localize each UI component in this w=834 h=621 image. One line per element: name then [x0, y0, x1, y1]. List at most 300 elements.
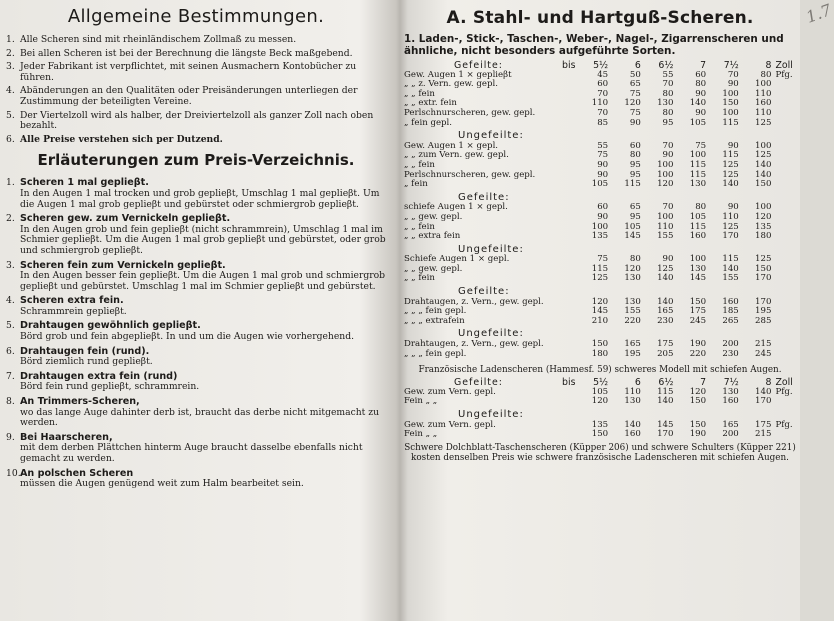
price-cell: 160: [689, 231, 707, 242]
price-unit: [771, 223, 796, 233]
price-cell: 190: [689, 429, 707, 440]
item-name: „ „ fein: [404, 273, 435, 284]
group-label: [404, 407, 796, 421]
price-cell: 95: [629, 169, 641, 180]
price-cell: 130: [624, 273, 641, 284]
size-column-header: 5½: [593, 377, 609, 389]
price-unit: [771, 307, 796, 317]
handwritten-stamp: 1.7: [803, 0, 834, 27]
price-cell: 140: [657, 273, 674, 284]
explanation-title: Drahtaugen gewöhnlich geplieβt.: [20, 320, 201, 332]
price-cell: 155: [722, 273, 739, 284]
price-cell: 150: [689, 396, 707, 407]
explanation-number: 1.: [6, 177, 15, 189]
explanation-number: 8.: [6, 396, 15, 408]
item-name: „ „ zum Vern. gew. gepl.: [404, 150, 509, 161]
explanation-number: 3.: [6, 259, 15, 271]
price-row: [404, 350, 796, 360]
explanation-body: [20, 372, 199, 393]
item-name: „ „ „ extrafein: [404, 315, 465, 326]
price-cell: 100: [689, 254, 707, 265]
header-group-label: Gefeilte:: [454, 377, 503, 389]
right-page: [398, 0, 834, 621]
price-cell: 125: [591, 273, 609, 284]
price-unit: Pfg.: [775, 419, 793, 430]
price-cell: 130: [689, 179, 707, 190]
price-unit: [771, 397, 796, 407]
price-unit: [771, 430, 796, 440]
price-cell: 90: [662, 150, 674, 161]
price-cell: 100: [657, 211, 674, 222]
price-cell: 160: [722, 396, 739, 407]
rule-text: Alle Preise verstehen sich per Dutzend.: [20, 133, 223, 145]
price-cell: 50: [629, 69, 641, 80]
explanation-text: Schrammrein geplieβt.: [20, 305, 127, 317]
explanation-title: Scheren 1 mal geplieβt.: [20, 177, 149, 189]
price-unit: [771, 99, 796, 109]
price-cell: 70: [727, 69, 739, 80]
group-label: [404, 326, 796, 340]
group-label-row: [404, 190, 796, 204]
price-unit: [771, 161, 796, 171]
size-column-header: 6½: [658, 377, 674, 389]
price-unit: [771, 203, 796, 213]
header-group-label: Gefeilte:: [454, 60, 503, 71]
price-cell: 100: [722, 107, 739, 118]
price-cell: 125: [722, 221, 739, 232]
price-cell: 90: [727, 140, 739, 151]
french-price-table: [404, 378, 796, 440]
price-cell: 45: [597, 69, 609, 80]
group-label-row: [404, 242, 796, 256]
price-unit: [771, 151, 796, 161]
size-column-header: 6: [634, 60, 641, 71]
price-cell: 140: [657, 296, 674, 307]
price-cell: 215: [755, 429, 772, 440]
price-cell: 175: [689, 306, 707, 317]
price-row: [404, 397, 796, 407]
general-rule: [6, 49, 386, 60]
size-column-header: 7: [700, 377, 707, 389]
item-name: „ „ gew. gepl.: [404, 263, 463, 274]
price-unit: [771, 90, 796, 100]
price-cell: 145: [624, 231, 641, 242]
item-name: „ „ gew. gepl.: [404, 211, 463, 222]
price-cell: 70: [597, 107, 609, 118]
explanation-text: In den Augen 1 mal trocken und grob geplieβt, Umschlag 1 mal geplieβt. Um die Augen 1 mal grob geplieβt und gebürstet oder schmiergrob geplieβt.: [20, 187, 380, 210]
price-cell: 140: [624, 419, 641, 430]
price-cell: 150: [591, 429, 609, 440]
size-column-header: 7: [700, 60, 707, 71]
price-cell: 115: [722, 150, 739, 161]
item-name: „ „ „ fein gepl.: [404, 348, 467, 359]
group-label: [404, 190, 796, 204]
price-cell: 170: [755, 273, 772, 284]
explanation-item: [6, 469, 386, 490]
item-name: Schiefe Augen 1 × gepl.: [404, 254, 510, 265]
price-cell: 200: [722, 429, 739, 440]
price-cell: 75: [597, 150, 609, 161]
price-cell: 195: [755, 306, 772, 317]
explanation-number: 7.: [6, 370, 15, 382]
price-cell: 105: [689, 211, 707, 222]
explanation-text: wo das lange Auge dahinter derb ist, braucht das derbe nicht mitgemacht zu werden.: [20, 406, 380, 429]
price-cell: 135: [755, 221, 772, 232]
explanation-body: [20, 296, 127, 317]
price-cell: 285: [755, 315, 772, 326]
price-cell: 90: [629, 117, 641, 128]
price-unit: [771, 171, 796, 181]
price-unit: [771, 232, 796, 242]
price-cell: 130: [722, 386, 739, 397]
price-cell: 90: [597, 169, 609, 180]
general-rule: [6, 111, 386, 132]
price-cell: 145: [689, 273, 707, 284]
price-cell: 130: [624, 396, 641, 407]
explanation-body: [20, 261, 386, 293]
price-cell: 120: [591, 296, 609, 307]
group-label-row: [404, 284, 796, 298]
price-cell: 200: [722, 339, 739, 350]
price-unit: [771, 317, 796, 327]
explanation-item: [6, 372, 386, 393]
group-label: [404, 242, 796, 256]
price-cell: 70: [597, 88, 609, 99]
price-cell: 140: [755, 159, 772, 170]
item-name: „ „ extr. fein: [404, 98, 457, 109]
price-cell: 80: [695, 79, 707, 90]
group-label-text: Gefeilte:: [458, 286, 510, 298]
rule-number: 2.: [6, 47, 15, 59]
explanation-number: 10.: [6, 467, 21, 479]
price-cell: 170: [755, 396, 772, 407]
explanation-body: [20, 178, 386, 210]
explanation-item: [6, 397, 386, 429]
price-cell: 230: [657, 315, 674, 326]
price-cell: 120: [657, 179, 674, 190]
explanation-text: müssen die Augen genügend weit zum Halm bearbeitet sein.: [20, 478, 304, 490]
group-label-row: [404, 128, 796, 142]
price-cell: 135: [591, 231, 609, 242]
price-cell: 100: [755, 202, 772, 213]
explanation-item: [6, 261, 386, 293]
price-cell: 105: [591, 179, 609, 190]
price-cell: 115: [624, 179, 641, 190]
item-name: Fein „ „: [404, 429, 438, 440]
price-cell: 150: [755, 263, 772, 274]
explanation-item: [6, 321, 386, 342]
price-unit: Pfg.: [775, 386, 793, 397]
item-name: „ „ „ fein gepl.: [404, 306, 467, 317]
rule-number: 3.: [6, 61, 15, 73]
group-label-text: Ungefeilte:: [458, 409, 524, 420]
price-cell: 80: [662, 107, 674, 118]
explanations-heading: Erläuterungen zum Preis-Verzeichnis.: [37, 151, 355, 170]
explanation-item: [6, 347, 386, 368]
item-name: Gew. Augen 1 × geplieβt: [404, 69, 512, 80]
price-unit: [771, 274, 796, 284]
price-cell: 180: [755, 231, 772, 242]
price-cell: 130: [657, 98, 674, 109]
group-label: [404, 128, 796, 142]
item-name: schiefe Augen 1 × gepl.: [404, 202, 508, 213]
header-bis: bis: [562, 377, 576, 389]
price-cell: 110: [657, 221, 674, 232]
explanation-body: [20, 397, 386, 429]
price-cell: 165: [657, 306, 674, 317]
price-unit: [771, 298, 796, 308]
general-rule: [6, 86, 386, 107]
explanation-title: Scheren extra fein.: [20, 295, 124, 307]
explanation-number: 4.: [6, 295, 15, 307]
explanation-number: 2.: [6, 213, 15, 225]
price-cell: 160: [624, 429, 641, 440]
item-name: Drahtaugen, z. Vern., gew. gepl.: [404, 339, 544, 350]
price-cell: 105: [689, 117, 707, 128]
rule-number: 5.: [6, 109, 15, 121]
explanation-text: In den Augen grob und fein geplieβt (nicht schrammrein), Umschlag 1 mal im Schmier geplieβt. Um die Augen 1 mal grob geplieβt und gebürstet, oder grob und schmiergrob geplieβt.: [20, 223, 386, 256]
item-name: „ fein gepl.: [404, 117, 453, 128]
explanation-text: Börd grob und fein abgeplieβt. In und um die Augen wie vorhergehend.: [20, 331, 354, 343]
price-cell: 125: [755, 150, 772, 161]
item-name: „ „ fein: [404, 159, 435, 170]
general-rules-heading: Allgemeine Bestimmungen.: [67, 6, 325, 27]
price-cell: 140: [722, 263, 739, 274]
price-row: [404, 119, 796, 129]
price-cell: 245: [755, 348, 772, 359]
explanation-title: An polschen Scheren: [20, 467, 134, 479]
item-name: Drahtaugen, z. Vern., gew. gepl.: [404, 296, 544, 307]
price-cell: 150: [755, 179, 772, 190]
price-cell: 145: [657, 419, 674, 430]
price-cell: 90: [597, 159, 609, 170]
price-cell: 70: [662, 79, 674, 90]
price-cell: 150: [722, 98, 739, 109]
price-cell: 115: [722, 117, 739, 128]
price-cell: 145: [591, 306, 609, 317]
item-name: „ fein: [404, 179, 428, 190]
price-cell: 115: [689, 169, 707, 180]
price-cell: 75: [597, 254, 609, 265]
price-cell: 80: [662, 88, 674, 99]
price-list-heading: A. Stahl- und Hartguß-Scheren.: [446, 8, 754, 28]
rule-number: 6.: [6, 133, 15, 145]
price-cell: 115: [722, 254, 739, 265]
general-rules-list: [6, 35, 386, 145]
price-unit: [771, 340, 796, 350]
group-label-row: [404, 407, 796, 421]
rule-number: 1.: [6, 34, 15, 45]
price-cell: 175: [755, 419, 772, 430]
price-cell: 130: [689, 263, 707, 274]
rule-text: Alle Scheren sind mit rheinländischem Zollmaß zu messen.: [20, 34, 297, 45]
explanation-title: Drahtaugen extra fein (rund): [20, 370, 178, 382]
price-cell: 65: [629, 79, 641, 90]
price-cell: 60: [695, 69, 707, 80]
price-unit: [771, 255, 796, 265]
price-unit: Pfg.: [775, 69, 793, 80]
price-cell: 150: [689, 419, 707, 430]
price-cell: 100: [591, 221, 609, 232]
explanation-title: An Trimmers-Scheren,: [20, 396, 140, 408]
general-rule: [6, 62, 386, 83]
price-cell: 75: [629, 88, 641, 99]
price-cell: 110: [755, 88, 772, 99]
price-cell: 175: [657, 339, 674, 350]
explanation-text: Börd ziemlich rund geplieβt.: [20, 356, 153, 368]
price-cell: 90: [727, 202, 739, 213]
explanation-item: [6, 296, 386, 317]
price-cell: 80: [629, 254, 641, 265]
price-cell: 165: [624, 339, 641, 350]
price-cell: 135: [591, 419, 609, 430]
item-name: „ „ fein: [404, 88, 435, 99]
price-cell: 95: [629, 211, 641, 222]
general-rule: [6, 35, 386, 46]
price-unit: [771, 213, 796, 223]
price-cell: 140: [755, 169, 772, 180]
price-cell: 100: [657, 169, 674, 180]
explanation-number: 9.: [6, 431, 15, 443]
price-cell: 115: [689, 221, 707, 232]
price-row: [404, 317, 796, 327]
price-row: [404, 430, 796, 440]
price-cell: 90: [662, 254, 674, 265]
price-list-subheading: 1. Laden-, Stick-, Taschen-, Weber-, Nagel-, Zigarrenscheren und ähnliche, nicht besonders aufgeführte Sorten.: [404, 33, 784, 57]
price-cell: 95: [629, 159, 641, 170]
price-cell: 220: [624, 315, 641, 326]
explanation-title: Bei Haarscheren,: [20, 431, 113, 443]
price-cell: 90: [597, 211, 609, 222]
price-cell: 100: [755, 140, 772, 151]
price-cell: 120: [624, 98, 641, 109]
price-cell: 65: [629, 202, 641, 213]
price-cell: 110: [722, 211, 739, 222]
rule-text: Bei allen Scheren ist bei der Berechnung die längste Beck maßgebend.: [20, 47, 353, 59]
price-unit: [771, 180, 796, 190]
item-name: Gew. zum Vern. gepl.: [404, 419, 496, 430]
rule-text: Jeder Fabrikant ist verpflichtet, mit seinen Ausmachern Kontobücher zu führen.: [20, 61, 357, 83]
price-cell: 210: [591, 315, 609, 326]
price-cell: 90: [695, 88, 707, 99]
rule-number: 4.: [6, 85, 15, 97]
price-row: [404, 180, 796, 190]
french-scissors-note: Französische Ladenscheren (Hammesf. 59) schweres Modell mit schiefen Augen.: [418, 365, 782, 376]
price-cell: 205: [657, 348, 674, 359]
unit-header: Zoll: [775, 377, 793, 389]
price-cell: 115: [689, 159, 707, 170]
price-cell: 215: [755, 339, 772, 350]
price-cell: 100: [657, 159, 674, 170]
item-name: Gew. zum Vern. gepl.: [404, 386, 496, 397]
price-cell: 120: [755, 211, 772, 222]
price-row: [404, 232, 796, 242]
price-cell: 220: [689, 348, 707, 359]
price-unit: [771, 109, 796, 119]
header-bis: bis: [562, 60, 576, 71]
price-unit: [771, 119, 796, 129]
explanation-body: [20, 321, 354, 342]
group-label-text: Ungefeilte:: [458, 130, 524, 142]
explanation-text: Börd fein rund geplieβt, schrammrein.: [20, 381, 200, 393]
price-cell: 60: [597, 79, 609, 90]
price-cell: 165: [722, 419, 739, 430]
rule-text: Der Viertelzoll wird als halber, der Dreiviertelzoll als ganzer Zoll nach oben bezahlt.: [20, 109, 374, 132]
item-name: Perlschnurscheren, gew. gepl.: [404, 169, 536, 180]
explanation-item: [6, 178, 386, 210]
price-cell: 170: [722, 231, 739, 242]
price-cell: 85: [597, 117, 609, 128]
price-cell: 125: [755, 117, 772, 128]
price-cell: 130: [624, 296, 641, 307]
price-cell: 140: [689, 98, 707, 109]
price-cell: 150: [689, 296, 707, 307]
price-cell: 125: [722, 159, 739, 170]
price-table: [404, 61, 796, 359]
price-cell: 120: [591, 396, 609, 407]
price-cell: 170: [657, 429, 674, 440]
item-name: Perlschnurscheren, gew. gepl.: [404, 107, 536, 118]
size-column-header: 5½: [593, 60, 609, 71]
price-row: [404, 274, 796, 284]
price-cell: 90: [695, 107, 707, 118]
price-cell: 155: [657, 231, 674, 242]
price-unit: [771, 142, 796, 152]
item-name: „ „ fein: [404, 221, 435, 232]
footer-note: Schwere Dolchblatt-Taschenscheren (Küpper 206) und schwere Schulters (Küpper 221) kosten denselben Preis wie schwere französische Ladenscheren mit schiefen Augen.: [404, 442, 796, 463]
rule-text: Abänderungen an den Qualitäten oder Preisänderungen unterliegen der Zustimmung der beteiligten Vereine.: [20, 85, 358, 107]
price-cell: 90: [727, 79, 739, 90]
group-label: [404, 284, 796, 298]
explanation-number: 6.: [6, 345, 15, 357]
group-label-row: [404, 326, 796, 340]
price-cell: 100: [755, 79, 772, 90]
price-cell: 70: [662, 140, 674, 151]
price-cell: 105: [624, 221, 641, 232]
left-page: [0, 0, 392, 621]
price-cell: 55: [597, 140, 609, 151]
size-column-header: 6½: [658, 60, 674, 71]
price-cell: 160: [722, 296, 739, 307]
price-cell: 185: [722, 306, 739, 317]
explanation-text: In den Augen besser fein geplieβt. Um die Augen 1 mal grob und schmiergrob geplieβt und gebürstet. Umschlag 1 mal im Schmier geplieβt und gebürstet.: [20, 270, 386, 292]
size-column-header: 7½: [723, 60, 739, 71]
price-cell: 110: [591, 98, 609, 109]
item-name: Fein „ „: [404, 396, 438, 407]
price-cell: 75: [695, 140, 707, 151]
group-label-text: Ungefeilte:: [458, 243, 524, 255]
price-cell: 140: [755, 386, 772, 397]
price-cell: 125: [722, 169, 739, 180]
explanation-title: Drahtaugen fein (rund).: [20, 345, 150, 357]
price-unit: [771, 265, 796, 275]
price-cell: 110: [624, 386, 641, 397]
price-unit: [771, 350, 796, 360]
item-name: Gew. Augen 1 × gepl.: [404, 140, 499, 151]
price-cell: 140: [657, 396, 674, 407]
size-column-header: 6: [634, 377, 641, 389]
item-name: „ „ extra fein: [404, 231, 461, 242]
explanation-body: [20, 214, 386, 256]
price-cell: 105: [591, 386, 609, 397]
price-cell: 180: [591, 348, 609, 359]
price-cell: 60: [597, 202, 609, 213]
price-cell: 195: [624, 348, 641, 359]
price-cell: 140: [722, 179, 739, 190]
explanation-item: [6, 433, 386, 465]
price-cell: 125: [755, 254, 772, 265]
price-cell: 110: [755, 107, 772, 118]
